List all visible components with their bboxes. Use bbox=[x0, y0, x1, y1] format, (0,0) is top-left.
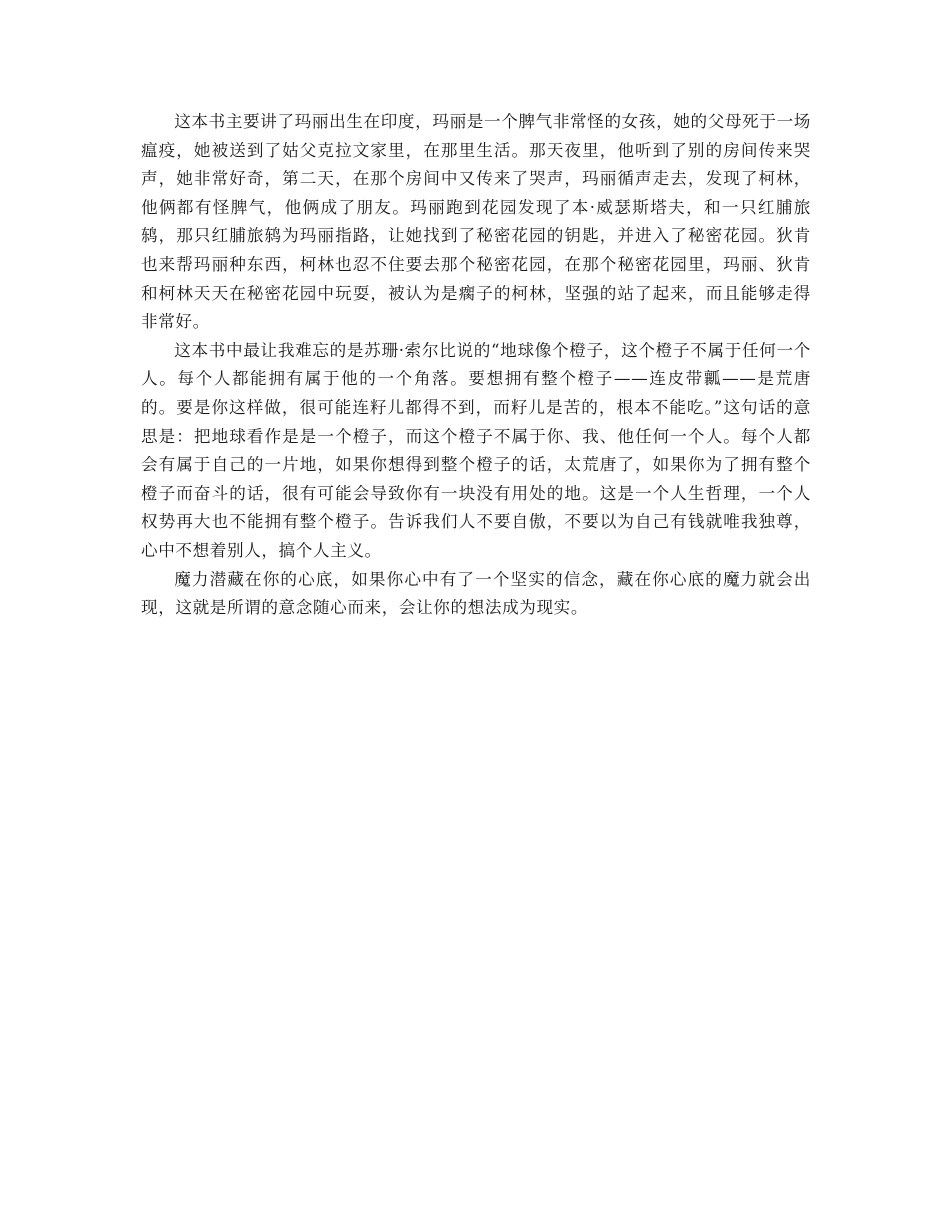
paragraph-quote-reflection: 这本书中最让我难忘的是苏珊·索尔比说的“地球像个橙子，这个橙子不属于任何一个人。每个人都能拥有属于他的一个角落。要想拥有整个橙子——连皮带瓤——是荒唐的。要是你这样做，很可能连籽儿都得不到，而籽儿是苦的，根本不能吃。”这句话的意思是：把地球看作是是一个橙子，而这个橙子不属于你、我、他任何一个人。每个人都会有属于自己的一片地，如果你想得到整个橙子的话，太荒唐了，如果你为了拥有整个橙子而奋斗的话，很有可能会导致你有一块没有用处的地。这是一个人生哲理，一个人权势再大也不能拥有整个橙子。告诉我们人不要自傲，不要以为自己有钱就唯我独尊，心中不想着别人，搞个人主义。 bbox=[141, 340, 811, 560]
paragraph-summary: 这本书主要讲了玛丽出生在印度，玛丽是一个脾气非常怪的女孩，她的父母死于一场瘟疫，她被送到了姑父克拉文家里，在那里生活。那天夜里，他听到了别的房间传来哭声，她非常好奇，第二天，在那个房间中又传来了哭声，玛丽循声走去，发现了柯林，他俩都有怪脾气，他俩成了朋友。玛丽跑到花园发现了本·威瑟斯塔夫，和一只红脯旅鸫，那只红脯旅鸫为玛丽指路，让她找到了秘密花园的钥匙，并进入了秘密花园。狄肯也来帮玛丽种东西，柯林也忍不住要去那个秘密花园，在那个秘密花园里，玛丽、狄肯和柯林天天在秘密花园中玩耍，被认为是瘸子的柯林，坚强的站了起来，而且能够走得非常好。 bbox=[141, 112, 811, 332]
paragraph-conclusion: 魔力潜藏在你的心底，如果你心中有了一个坚实的信念，藏在你心底的魔力就会出现，这就是所谓的意念随心而来，会让你的想法成为现实。 bbox=[141, 569, 811, 618]
document-body bbox=[141, 108, 811, 623]
